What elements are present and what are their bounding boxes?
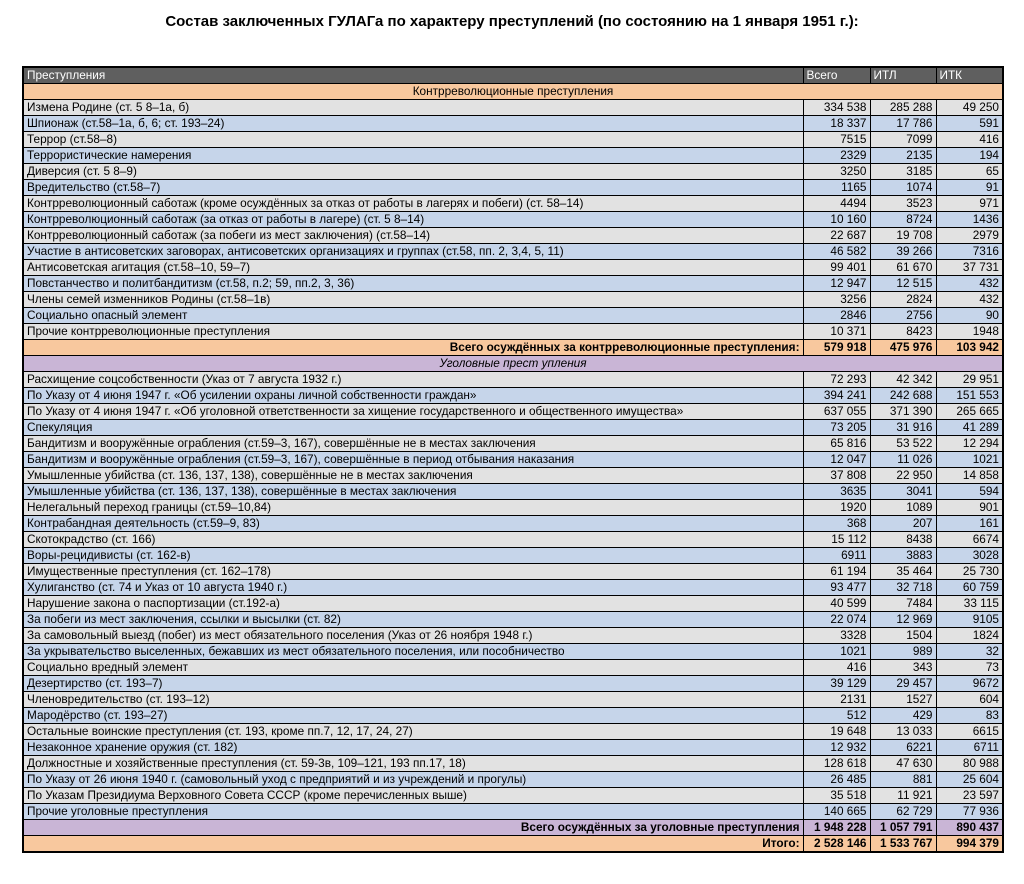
table-row — [23, 180, 1003, 196]
itl-value: 475 976 — [870, 340, 936, 356]
section-criminal — [23, 356, 1003, 372]
itl-value: 42 342 — [870, 372, 936, 388]
itl-value: 1527 — [870, 692, 936, 708]
itl-value: 1 533 767 — [870, 836, 936, 853]
crime-name: Контрреволюционный саботаж (за отказ от работы в лагере) (ст. 5 8–14) — [23, 212, 803, 228]
crime-name: По Указам Президиума Верховного Совета СССР (кроме перечисленных выше) — [23, 788, 803, 804]
itl-value: 371 390 — [870, 404, 936, 420]
crime-name: Измена Родине (ст. 5 8–1а, б) — [23, 100, 803, 116]
total-value: 93 477 — [803, 580, 870, 596]
total-value: 26 485 — [803, 772, 870, 788]
itl-value: 31 916 — [870, 420, 936, 436]
table-row — [23, 532, 1003, 548]
crime-name: За побеги из мест заключения, ссылки и высылки (ст. 82) — [23, 612, 803, 628]
itl-value: 1504 — [870, 628, 936, 644]
crime-name: По Указу от 26 июня 1940 г. (самовольный уход с предприятий и из учреждений и прогулы) — [23, 772, 803, 788]
table-row — [23, 164, 1003, 180]
total-value: 334 538 — [803, 100, 870, 116]
crime-name: Дезертирство (ст. 193–7) — [23, 676, 803, 692]
itl-value: 8423 — [870, 324, 936, 340]
total-value: 2 528 146 — [803, 836, 870, 853]
crime-name: За укрывательство выселенных, бежавших из мест обязательного поселения, или пособничество — [23, 644, 803, 660]
crime-name: Спекуляция — [23, 420, 803, 436]
itl-value: 3523 — [870, 196, 936, 212]
itl-value: 11 921 — [870, 788, 936, 804]
itk-value: 901 — [936, 500, 1003, 516]
total-value: 40 599 — [803, 596, 870, 612]
table-row — [23, 116, 1003, 132]
crime-name: Социально опасный элемент — [23, 308, 803, 324]
section-counterrevolutionary — [23, 84, 1003, 100]
total-value: 368 — [803, 516, 870, 532]
itk-value: 194 — [936, 148, 1003, 164]
itk-value: 77 936 — [936, 804, 1003, 820]
itl-value: 53 522 — [870, 436, 936, 452]
crime-name: По Указу от 4 июня 1947 г. «Об усилении охраны личной собственности граждан» — [23, 388, 803, 404]
crime-name: Шпионаж (ст.58–1а, б, 6; ст. 193–24) — [23, 116, 803, 132]
itl-value: 29 457 — [870, 676, 936, 692]
table-row — [23, 596, 1003, 612]
table-row — [23, 708, 1003, 724]
itk-value: 971 — [936, 196, 1003, 212]
criminal-total-row — [23, 820, 1003, 836]
crime-name: Антисоветская агитация (ст.58–10, 59–7) — [23, 260, 803, 276]
total-value: 22 074 — [803, 612, 870, 628]
total-value: 394 241 — [803, 388, 870, 404]
itl-value: 22 950 — [870, 468, 936, 484]
table-row — [23, 564, 1003, 580]
crime-name: Вредительство (ст.58–7) — [23, 180, 803, 196]
crime-name: Повстанчество и политбандитизм (ст.58, п.2; 59, пп.2, 3, 36) — [23, 276, 803, 292]
itl-value: 62 729 — [870, 804, 936, 820]
itk-value: 37 731 — [936, 260, 1003, 276]
itl-value: 12 969 — [870, 612, 936, 628]
itl-value: 7484 — [870, 596, 936, 612]
crime-name: Террор (ст.58–8) — [23, 132, 803, 148]
total-value: 22 687 — [803, 228, 870, 244]
total-value: 128 618 — [803, 756, 870, 772]
table-row — [23, 132, 1003, 148]
itk-value: 591 — [936, 116, 1003, 132]
itk-value: 7316 — [936, 244, 1003, 260]
crime-name: Бандитизм и вооружённые ограбления (ст.59–3, 167), совершённые в период отбывания наказания — [23, 452, 803, 468]
itk-value: 3028 — [936, 548, 1003, 564]
table-row — [23, 644, 1003, 660]
table-row — [23, 404, 1003, 420]
itk-value: 23 597 — [936, 788, 1003, 804]
total-value: 3256 — [803, 292, 870, 308]
counterrevolutionary-total-row — [23, 340, 1003, 356]
table-row — [23, 388, 1003, 404]
itl-value: 207 — [870, 516, 936, 532]
column-header-itl: ИТЛ — [870, 67, 936, 84]
total-value: 18 337 — [803, 116, 870, 132]
itl-value: 3185 — [870, 164, 936, 180]
total-value: 15 112 — [803, 532, 870, 548]
total-value: 1920 — [803, 500, 870, 516]
column-header-total: Всего — [803, 67, 870, 84]
itl-value: 2756 — [870, 308, 936, 324]
crime-name: Мародёрство (ст. 193–27) — [23, 708, 803, 724]
total-value: 140 665 — [803, 804, 870, 820]
table-row — [23, 740, 1003, 756]
column-header-itk: ИТК — [936, 67, 1003, 84]
total-value: 39 129 — [803, 676, 870, 692]
itk-value: 9672 — [936, 676, 1003, 692]
table-body — [23, 67, 1003, 852]
itk-value: 25 604 — [936, 772, 1003, 788]
table-row — [23, 612, 1003, 628]
total-value: 35 518 — [803, 788, 870, 804]
total-value: 3328 — [803, 628, 870, 644]
crime-name: Контрреволюционный саботаж (кроме осуждённых за отказ от работы в лагерях и побеги) (ст. 58–14) — [23, 196, 803, 212]
itl-value: 7099 — [870, 132, 936, 148]
crime-name: Остальные воинские преступления (ст. 193, кроме пп.7, 12, 17, 24, 27) — [23, 724, 803, 740]
table-row — [23, 484, 1003, 500]
itl-value: 17 786 — [870, 116, 936, 132]
crime-name: Прочие уголовные преступления — [23, 804, 803, 820]
total-value: 10 371 — [803, 324, 870, 340]
table-header-row — [23, 67, 1003, 84]
itl-value: 242 688 — [870, 388, 936, 404]
total-value: 416 — [803, 660, 870, 676]
itk-value: 604 — [936, 692, 1003, 708]
total-value: 12 947 — [803, 276, 870, 292]
table-row — [23, 308, 1003, 324]
table-row — [23, 660, 1003, 676]
table-row — [23, 756, 1003, 772]
crime-name: Прочие контрреволюционные преступления — [23, 324, 803, 340]
table-row — [23, 276, 1003, 292]
crime-name: Террористические намерения — [23, 148, 803, 164]
table-row — [23, 436, 1003, 452]
total-label: Итого: — [23, 836, 803, 853]
total-value: 512 — [803, 708, 870, 724]
section-heading: Контрреволюционные преступления — [23, 84, 1003, 100]
table-row — [23, 212, 1003, 228]
itl-value: 2824 — [870, 292, 936, 308]
crime-name: За самовольный выезд (побег) из мест обязательного поселения (Указ от 26 ноября 1948 г.) — [23, 628, 803, 644]
total-value: 1 948 228 — [803, 820, 870, 836]
total-label: Всего осуждённых за уголовные преступления — [23, 820, 803, 836]
itk-value: 49 250 — [936, 100, 1003, 116]
itl-value: 6221 — [870, 740, 936, 756]
table-row — [23, 548, 1003, 564]
column-header-crimes: Преступления — [23, 67, 803, 84]
crime-name: Бандитизм и вооружённые ограбления (ст.59–3, 167), совершённые не в местах заключения — [23, 436, 803, 452]
itk-value: 161 — [936, 516, 1003, 532]
itk-value: 432 — [936, 292, 1003, 308]
crime-name: Членовредительство (ст. 193–12) — [23, 692, 803, 708]
table-row — [23, 260, 1003, 276]
table-row — [23, 244, 1003, 260]
crime-name: Нарушение закона о паспортизации (ст.192-а) — [23, 596, 803, 612]
table-row — [23, 676, 1003, 692]
table-row — [23, 100, 1003, 116]
itk-value: 83 — [936, 708, 1003, 724]
total-value: 12 932 — [803, 740, 870, 756]
crime-name: Умышленные убийства (ст. 136, 137, 138), совершённые в местах заключения — [23, 484, 803, 500]
itk-value: 65 — [936, 164, 1003, 180]
itk-value: 151 553 — [936, 388, 1003, 404]
itk-value: 594 — [936, 484, 1003, 500]
itk-value: 29 951 — [936, 372, 1003, 388]
table-row — [23, 500, 1003, 516]
itk-value: 1436 — [936, 212, 1003, 228]
itk-value: 6674 — [936, 532, 1003, 548]
itl-value: 47 630 — [870, 756, 936, 772]
itk-value: 91 — [936, 180, 1003, 196]
total-value: 6911 — [803, 548, 870, 564]
crime-name: Члены семей изменников Родины (ст.58–1в) — [23, 292, 803, 308]
itl-value: 1074 — [870, 180, 936, 196]
itk-value: 41 289 — [936, 420, 1003, 436]
crime-name: Хулиганство (ст. 74 и Указ от 10 августа 1940 г.) — [23, 580, 803, 596]
itk-value: 25 730 — [936, 564, 1003, 580]
total-value: 3635 — [803, 484, 870, 500]
itk-value: 90 — [936, 308, 1003, 324]
itk-value: 80 988 — [936, 756, 1003, 772]
crime-name: Имущественные преступления (ст. 162–178) — [23, 564, 803, 580]
section-heading: Уголовные прест упления — [23, 356, 1003, 372]
itl-value: 285 288 — [870, 100, 936, 116]
crime-name: Нелегальный переход границы (ст.59–10,84) — [23, 500, 803, 516]
itk-value: 2979 — [936, 228, 1003, 244]
itk-value: 994 379 — [936, 836, 1003, 853]
itl-value: 39 266 — [870, 244, 936, 260]
table-row — [23, 804, 1003, 820]
itl-value: 19 708 — [870, 228, 936, 244]
total-value: 12 047 — [803, 452, 870, 468]
itl-value: 12 515 — [870, 276, 936, 292]
itl-value: 11 026 — [870, 452, 936, 468]
total-value: 4494 — [803, 196, 870, 212]
itl-value: 61 670 — [870, 260, 936, 276]
total-value: 10 160 — [803, 212, 870, 228]
itk-value: 73 — [936, 660, 1003, 676]
crime-name: Расхищение соцсобственности (Указ от 7 августа 1932 г.) — [23, 372, 803, 388]
table-row — [23, 468, 1003, 484]
itl-value: 2135 — [870, 148, 936, 164]
itk-value: 265 665 — [936, 404, 1003, 420]
table-row — [23, 788, 1003, 804]
itl-value: 3041 — [870, 484, 936, 500]
total-value: 637 055 — [803, 404, 870, 420]
table-row — [23, 292, 1003, 308]
total-value: 99 401 — [803, 260, 870, 276]
crime-name: Участие в антисоветских заговорах, антисоветских организациях и группах (ст.58, пп. 2, 3,4, 5, 11) — [23, 244, 803, 260]
grand-total-row — [23, 836, 1003, 853]
total-value: 2131 — [803, 692, 870, 708]
total-value: 61 194 — [803, 564, 870, 580]
table-row — [23, 452, 1003, 468]
itl-value: 343 — [870, 660, 936, 676]
total-value: 1165 — [803, 180, 870, 196]
itk-value: 432 — [936, 276, 1003, 292]
crime-name: Контрреволюционный саботаж (за побеги из мест заключения) (ст.58–14) — [23, 228, 803, 244]
itk-value: 103 942 — [936, 340, 1003, 356]
total-value: 37 808 — [803, 468, 870, 484]
crime-name: Незаконное хранение оружия (ст. 182) — [23, 740, 803, 756]
itk-value: 1021 — [936, 452, 1003, 468]
itl-value: 8438 — [870, 532, 936, 548]
itl-value: 429 — [870, 708, 936, 724]
total-value: 46 582 — [803, 244, 870, 260]
table-row — [23, 420, 1003, 436]
total-value: 2329 — [803, 148, 870, 164]
crimes-table — [22, 66, 1004, 853]
total-value: 1021 — [803, 644, 870, 660]
itl-value: 881 — [870, 772, 936, 788]
total-value: 65 816 — [803, 436, 870, 452]
itl-value: 32 718 — [870, 580, 936, 596]
itk-value: 1948 — [936, 324, 1003, 340]
table-row — [23, 724, 1003, 740]
table-row — [23, 196, 1003, 212]
table-row — [23, 228, 1003, 244]
table-row — [23, 372, 1003, 388]
crime-name: Диверсия (ст. 5 8–9) — [23, 164, 803, 180]
itl-value: 35 464 — [870, 564, 936, 580]
table-row — [23, 580, 1003, 596]
crime-name: Социально вредный элемент — [23, 660, 803, 676]
itk-value: 12 294 — [936, 436, 1003, 452]
table-row — [23, 628, 1003, 644]
total-value: 7515 — [803, 132, 870, 148]
table-row — [23, 324, 1003, 340]
crime-name: Скотокрадство (ст. 166) — [23, 532, 803, 548]
total-value: 19 648 — [803, 724, 870, 740]
total-value: 2846 — [803, 308, 870, 324]
itk-value: 6615 — [936, 724, 1003, 740]
table-row — [23, 772, 1003, 788]
itl-value: 989 — [870, 644, 936, 660]
itk-value: 890 437 — [936, 820, 1003, 836]
itk-value: 33 115 — [936, 596, 1003, 612]
page-title: Состав заключенных ГУЛАГа по характеру преступлений (по состоянию на 1 января 1951 г.): — [165, 13, 859, 30]
crime-name: Воры-рецидивисты (ст. 162-в) — [23, 548, 803, 564]
itk-value: 1824 — [936, 628, 1003, 644]
crime-name: Должностные и хозяйственные преступления (ст. 59-3в, 109–121, 193 пп.17, 18) — [23, 756, 803, 772]
crime-name: По Указу от 4 июня 1947 г. «Об уголовной ответственности за хищение государственного и общественного имущества» — [23, 404, 803, 420]
table-row — [23, 692, 1003, 708]
itl-value: 13 033 — [870, 724, 936, 740]
itk-value: 32 — [936, 644, 1003, 660]
table-row — [23, 148, 1003, 164]
itk-value: 60 759 — [936, 580, 1003, 596]
itl-value: 1089 — [870, 500, 936, 516]
total-value: 3250 — [803, 164, 870, 180]
total-value: 73 205 — [803, 420, 870, 436]
total-value: 72 293 — [803, 372, 870, 388]
itk-value: 9105 — [936, 612, 1003, 628]
table-row — [23, 516, 1003, 532]
itl-value: 3883 — [870, 548, 936, 564]
total-label: Всего осуждённых за контрреволюционные преступления: — [23, 340, 803, 356]
itk-value: 416 — [936, 132, 1003, 148]
crime-name: Контрабандная деятельность (ст.59–9, 83) — [23, 516, 803, 532]
itl-value: 8724 — [870, 212, 936, 228]
crime-name: Умышленные убийства (ст. 136, 137, 138), совершённые не в местах заключения — [23, 468, 803, 484]
itk-value: 6711 — [936, 740, 1003, 756]
itk-value: 14 858 — [936, 468, 1003, 484]
itl-value: 1 057 791 — [870, 820, 936, 836]
total-value: 579 918 — [803, 340, 870, 356]
